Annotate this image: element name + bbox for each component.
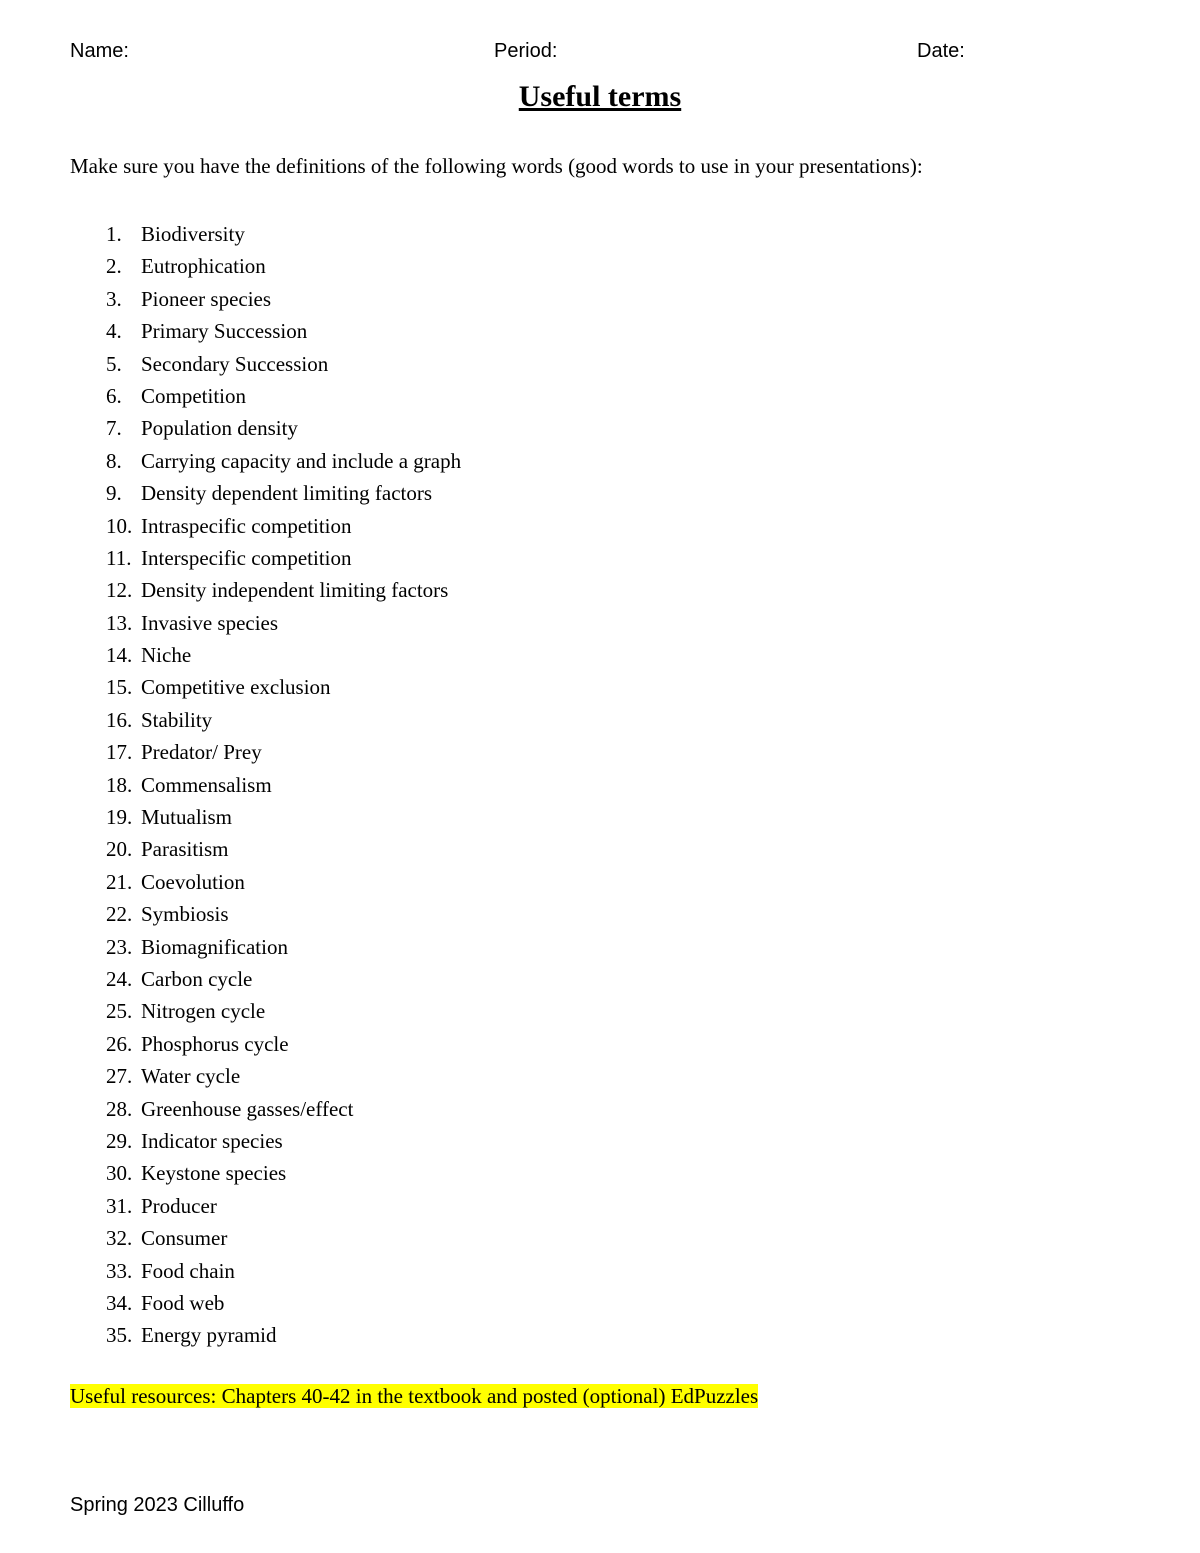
list-item-term: Density independent limiting factors (141, 578, 449, 603)
list-item-number: 9. (106, 481, 122, 506)
date-label: Date: (917, 40, 965, 62)
list-item-number: 5. (106, 351, 122, 376)
list-item-number: 8. (106, 448, 122, 473)
list-item-term: Energy pyramid (141, 1323, 277, 1348)
list-item-number: 24. (106, 966, 133, 991)
list-item-term: Consumer (141, 1226, 228, 1251)
list-item-number: 14. (106, 643, 133, 668)
list-item-term: Eutrophication (141, 254, 266, 279)
list-item-number: 25. (106, 999, 133, 1024)
list-item-term: Competition (141, 383, 246, 408)
list-item-number: 12. (106, 578, 133, 603)
intro-text: Make sure you have the definitions of the following words (good words to use in your presentations): (70, 154, 923, 178)
resources-highlight: Useful resources: Chapters 40-42 in the textbook and posted (optional) EdPuzzles (70, 1384, 759, 1408)
list-item-term: Symbiosis (141, 902, 229, 927)
list-item-term: Parasitism (141, 837, 229, 862)
footer-text: Spring 2023 Cilluffo (70, 1494, 245, 1516)
list-item-term: Stability (141, 707, 213, 732)
list-item-term: Density dependent limiting factors (141, 481, 433, 506)
period-label: Period: (494, 40, 558, 62)
header-row (70, 40, 1130, 68)
list-item-term: Pioneer species (141, 286, 272, 311)
list-item-term: Greenhouse gasses/effect (141, 1096, 354, 1121)
list-item-number: 35. (106, 1323, 133, 1348)
list-item-number: 7. (106, 416, 122, 441)
list-item-term: Phosphorus cycle (141, 1031, 289, 1056)
list-item-term: Commensalism (141, 772, 272, 797)
list-item-term: Niche (141, 643, 192, 668)
list-item-number: 16. (106, 707, 133, 732)
list-item-number: 29. (106, 1128, 133, 1153)
list-item-term: Keystone species (141, 1161, 287, 1186)
list-item-term: Nitrogen cycle (141, 999, 266, 1024)
list-item-number: 1. (106, 222, 122, 246)
list-item-number: 31. (106, 1193, 133, 1218)
list-item-term: Primary Succession (141, 319, 308, 344)
list-item-number: 32. (106, 1226, 133, 1251)
list-item-term: Carbon cycle (141, 966, 253, 991)
list-item-number: 17. (106, 740, 133, 765)
resources-note (70, 1384, 758, 1409)
list-item-term: Predator/ Prey (141, 740, 262, 765)
list-item-number: 30. (106, 1161, 133, 1186)
list-item-number: 19. (106, 805, 133, 830)
list-item-number: 33. (106, 1258, 133, 1283)
list-item-number: 22. (106, 902, 133, 927)
list-item-number: 6. (106, 383, 122, 408)
list-item-number: 23. (106, 934, 133, 959)
list-item-number: 21. (106, 869, 133, 894)
list-item-number: 2. (106, 254, 122, 279)
list-item-term: Biomagnification (141, 934, 288, 959)
list-item-term: Intraspecific competition (141, 513, 352, 538)
list-item-number: 28. (106, 1096, 133, 1121)
list-item-number: 4. (106, 319, 122, 344)
list-item-number: 13. (106, 610, 133, 635)
list-item-number: 20. (106, 837, 133, 862)
list-item-term: Indicator species (141, 1128, 283, 1153)
list-item-term: Mutualism (141, 805, 233, 830)
list-item-term: Food web (141, 1290, 225, 1315)
list-item-number: 15. (106, 675, 133, 700)
list-item-term: Competitive exclusion (141, 675, 331, 700)
list-item-term: Producer (141, 1193, 217, 1218)
list-item-term: Invasive species (141, 610, 279, 635)
list-item-number: 27. (106, 1064, 133, 1089)
list-item-term: Coevolution (141, 869, 245, 894)
list-item-term: Food chain (141, 1258, 235, 1283)
list-item-number: 3. (106, 286, 122, 311)
list-item-number: 26. (106, 1031, 133, 1056)
list-item-term: Population density (141, 416, 298, 441)
list-item-term: Interspecific competition (141, 545, 352, 570)
list-item-term: Secondary Succession (141, 351, 329, 376)
page-title: Useful terms (518, 80, 682, 113)
name-label: Name: (70, 40, 129, 62)
list-item-number: 10. (106, 513, 133, 538)
list-item-number: 11. (106, 545, 132, 570)
list-item-term: Biodiversity (141, 222, 245, 246)
list-item-number: 34. (106, 1290, 133, 1315)
list-item-number: 18. (106, 772, 133, 797)
list-item-term: Carrying capacity and include a graph (141, 448, 462, 473)
list-item-term: Water cycle (141, 1064, 241, 1089)
